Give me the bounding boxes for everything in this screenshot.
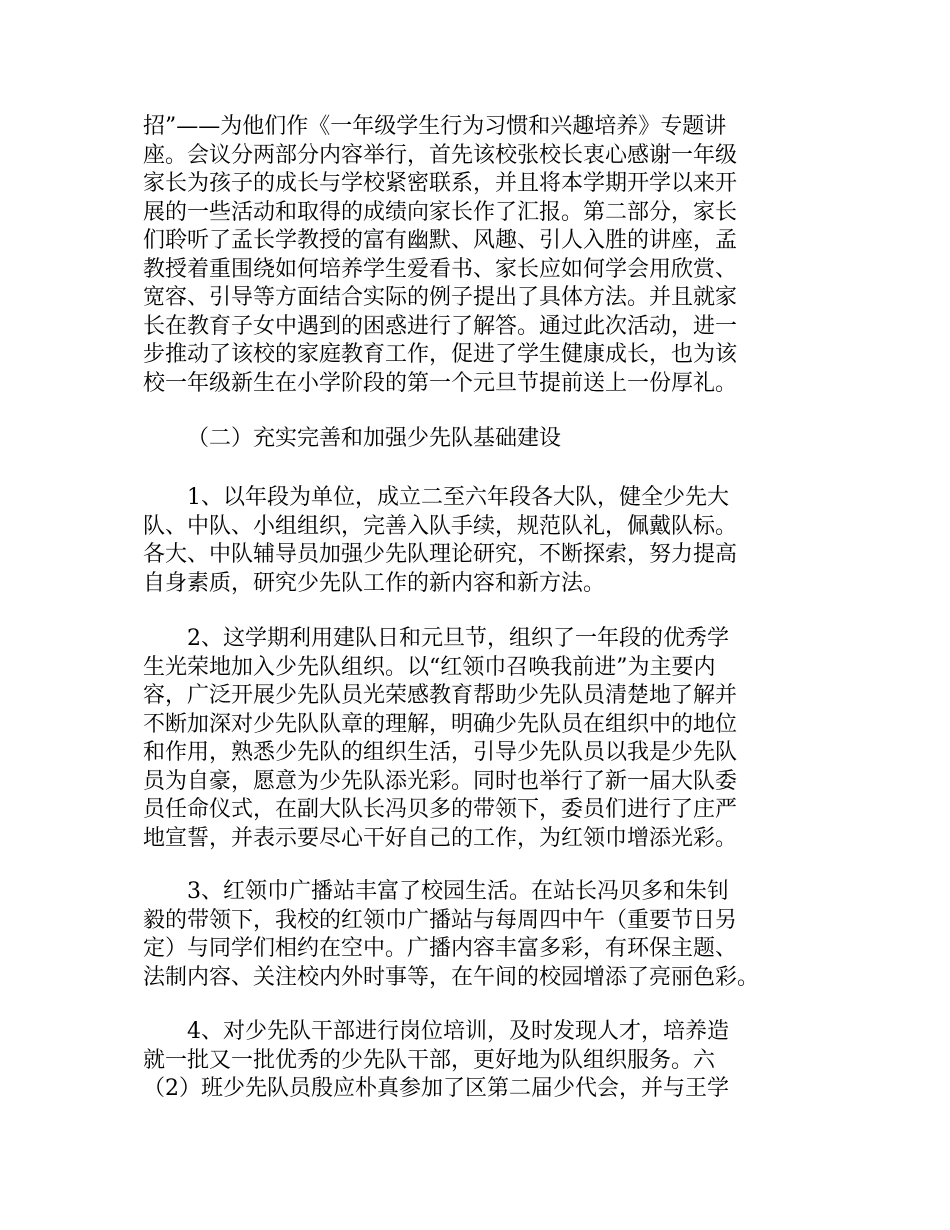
text-line: 展的一些活动和取得的成绩向家长作了汇报。第二部分，家长 — [143, 199, 738, 225]
text-line: 招”——为他们作《一年级学生行为习惯和兴趣培养》专题讲 — [143, 114, 727, 139]
text-line: 1、以年段为单位，成立二至六年段各大队，健全少先大 — [187, 485, 729, 510]
text-line: 不断加深对少先队队章的理解，明确少先队员在组织中的地位 — [143, 711, 738, 737]
paragraph-4 — [143, 1018, 729, 1104]
text-line: 宽容、引导等方面结合实际的例子提出了具体方法。并且就家 — [143, 285, 738, 310]
text-line: 校一年级新生在小学阶段的第一个元旦节提前送上一份厚礼。 — [143, 370, 738, 396]
heading-text: （二）充实完善和加强少先队基础建设 — [187, 426, 562, 451]
text-line: 毅的带领下，我校的红领巾广播站与每周四中午（重要节日另 — [143, 907, 738, 933]
section-heading — [187, 425, 561, 454]
paragraph-3 — [143, 878, 759, 992]
text-line: （2）班少先队员殷应朴真参加了区第二届少代会，并与王学 — [143, 1076, 729, 1101]
text-line: 各大、中队辅导员加强少先队理论研究，不断探索，努力提高 — [143, 542, 738, 567]
text-line: 家长为孩子的成长与学校紧密联系，并且将本学期开学以来开 — [143, 171, 738, 196]
text-line: 员任命仪式，在副大队长冯贝多的带领下，委员们进行了庄严 — [143, 797, 738, 822]
text-line: 队、中队、小组组织，完善入队手续，规范队礼，佩戴队标。 — [143, 513, 738, 539]
text-line: 定）与同学们相约在空中。广播内容丰富多彩，有环保主题、 — [143, 936, 738, 961]
text-line: 自身素质，研究少先队工作的新内容和新方法。 — [143, 570, 606, 596]
text-line: 长在教育子女中遇到的困惑进行了解答。通过此次活动，进一 — [143, 313, 738, 339]
text-line: 地宣誓，并表示要尽心干好自己的工作，为红领巾增添光彩。 — [143, 825, 738, 851]
text-line: 教授着重围绕如何培养学生爱看书、家长应如何学会用欣赏、 — [143, 256, 738, 282]
paragraph-1 — [143, 484, 737, 598]
text-line: 2、这学期利用建队日和元旦节，组织了一年段的优秀学 — [187, 626, 729, 651]
text-line: 3、红领巾广播站丰富了校园生活。在站长冯贝多和朱钊 — [187, 879, 729, 904]
text-line: 员为自豪，愿意为少先队添光彩。同时也举行了新一届大队委 — [143, 768, 738, 794]
text-line: 就一批又一批优秀的少先队干部，更好地为队组织服务。六 — [143, 1047, 716, 1073]
text-line: 们聆听了孟长学教授的富有幽默、风趣、引人入胜的讲座，孟 — [143, 228, 738, 253]
text-line: 和作用，熟悉少先队的组织生活，引导少先队员以我是少先队 — [143, 740, 738, 765]
text-line: 容，广泛开展少先队员光荣感教育帮助少先队员清楚地了解并 — [143, 683, 738, 708]
paragraph-2 — [143, 625, 737, 853]
text-line: 法制内容、关注校内外时事等，在午间的校园增添了亮丽色彩。 — [143, 964, 760, 990]
text-line: 步推动了该校的家庭教育工作，促进了学生健康成长，也为该 — [143, 342, 738, 367]
text-line: 4、对少先队干部进行岗位培训，及时发现人才，培养造 — [187, 1019, 729, 1044]
paragraph-intro — [143, 113, 737, 398]
text-line: 生光荣地加入少先队组织。以“红领巾召唤我前进”为主要内 — [143, 654, 716, 680]
text-line: 座。会议分两部分内容举行，首先该校张校长衷心感谢一年级 — [143, 142, 738, 168]
